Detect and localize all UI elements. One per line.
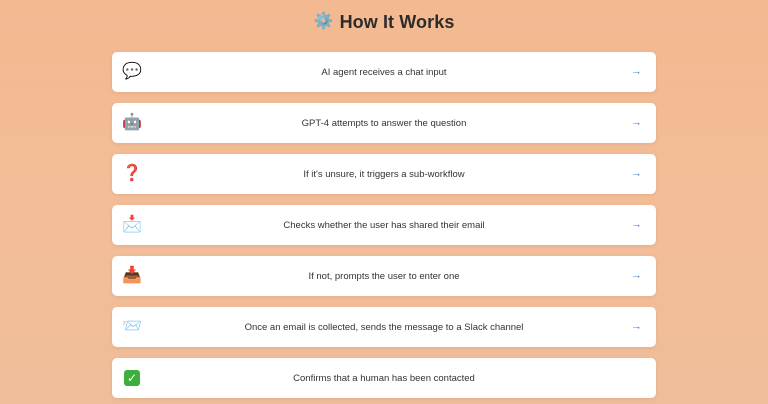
step-label: AI agent receives a chat input: [321, 66, 447, 78]
speech-bubble-icon: 💬: [122, 63, 142, 80]
arrow-right-icon[interactable]: →: [631, 116, 642, 129]
step-item[interactable]: [112, 256, 656, 296]
step-label: Checks whether the user has shared their email: [283, 219, 485, 231]
step-label: Confirms that a human has been contacted: [293, 372, 475, 384]
envelope-icon: 📩: [122, 216, 142, 233]
step-item[interactable]: [112, 154, 656, 194]
step-label: Once an email is collected, sends the message to a Slack channel: [244, 321, 524, 333]
check-box: ✓: [124, 370, 140, 386]
page-title: [0, 9, 768, 35]
robot-icon: 🤖: [122, 114, 142, 131]
step-item[interactable]: [112, 52, 656, 92]
step-label: If not, prompts the user to enter one: [308, 270, 460, 282]
step-item[interactable]: [112, 205, 656, 245]
check-mark-icon: [122, 368, 142, 388]
steps-list: [112, 52, 656, 404]
outbox-tray-icon: 📨: [122, 318, 142, 335]
arrow-right-icon[interactable]: →: [631, 218, 642, 231]
gear-icon: ⚙️: [313, 13, 334, 30]
step-item[interactable]: [112, 307, 656, 347]
step-item[interactable]: [112, 358, 656, 398]
arrow-right-icon[interactable]: →: [631, 65, 642, 78]
step-label: If it's unsure, it triggers a sub-workflow: [303, 168, 465, 180]
step-label: GPT-4 attempts to answer the question: [301, 117, 467, 129]
page-title-text: How It Works: [339, 11, 455, 32]
inbox-tray-icon: 📥: [122, 267, 142, 284]
step-item[interactable]: [112, 103, 656, 143]
arrow-right-icon[interactable]: →: [631, 269, 642, 282]
question-mark-icon: ❓: [122, 165, 142, 182]
arrow-right-icon[interactable]: →: [631, 320, 642, 333]
arrow-right-icon[interactable]: →: [631, 167, 642, 180]
